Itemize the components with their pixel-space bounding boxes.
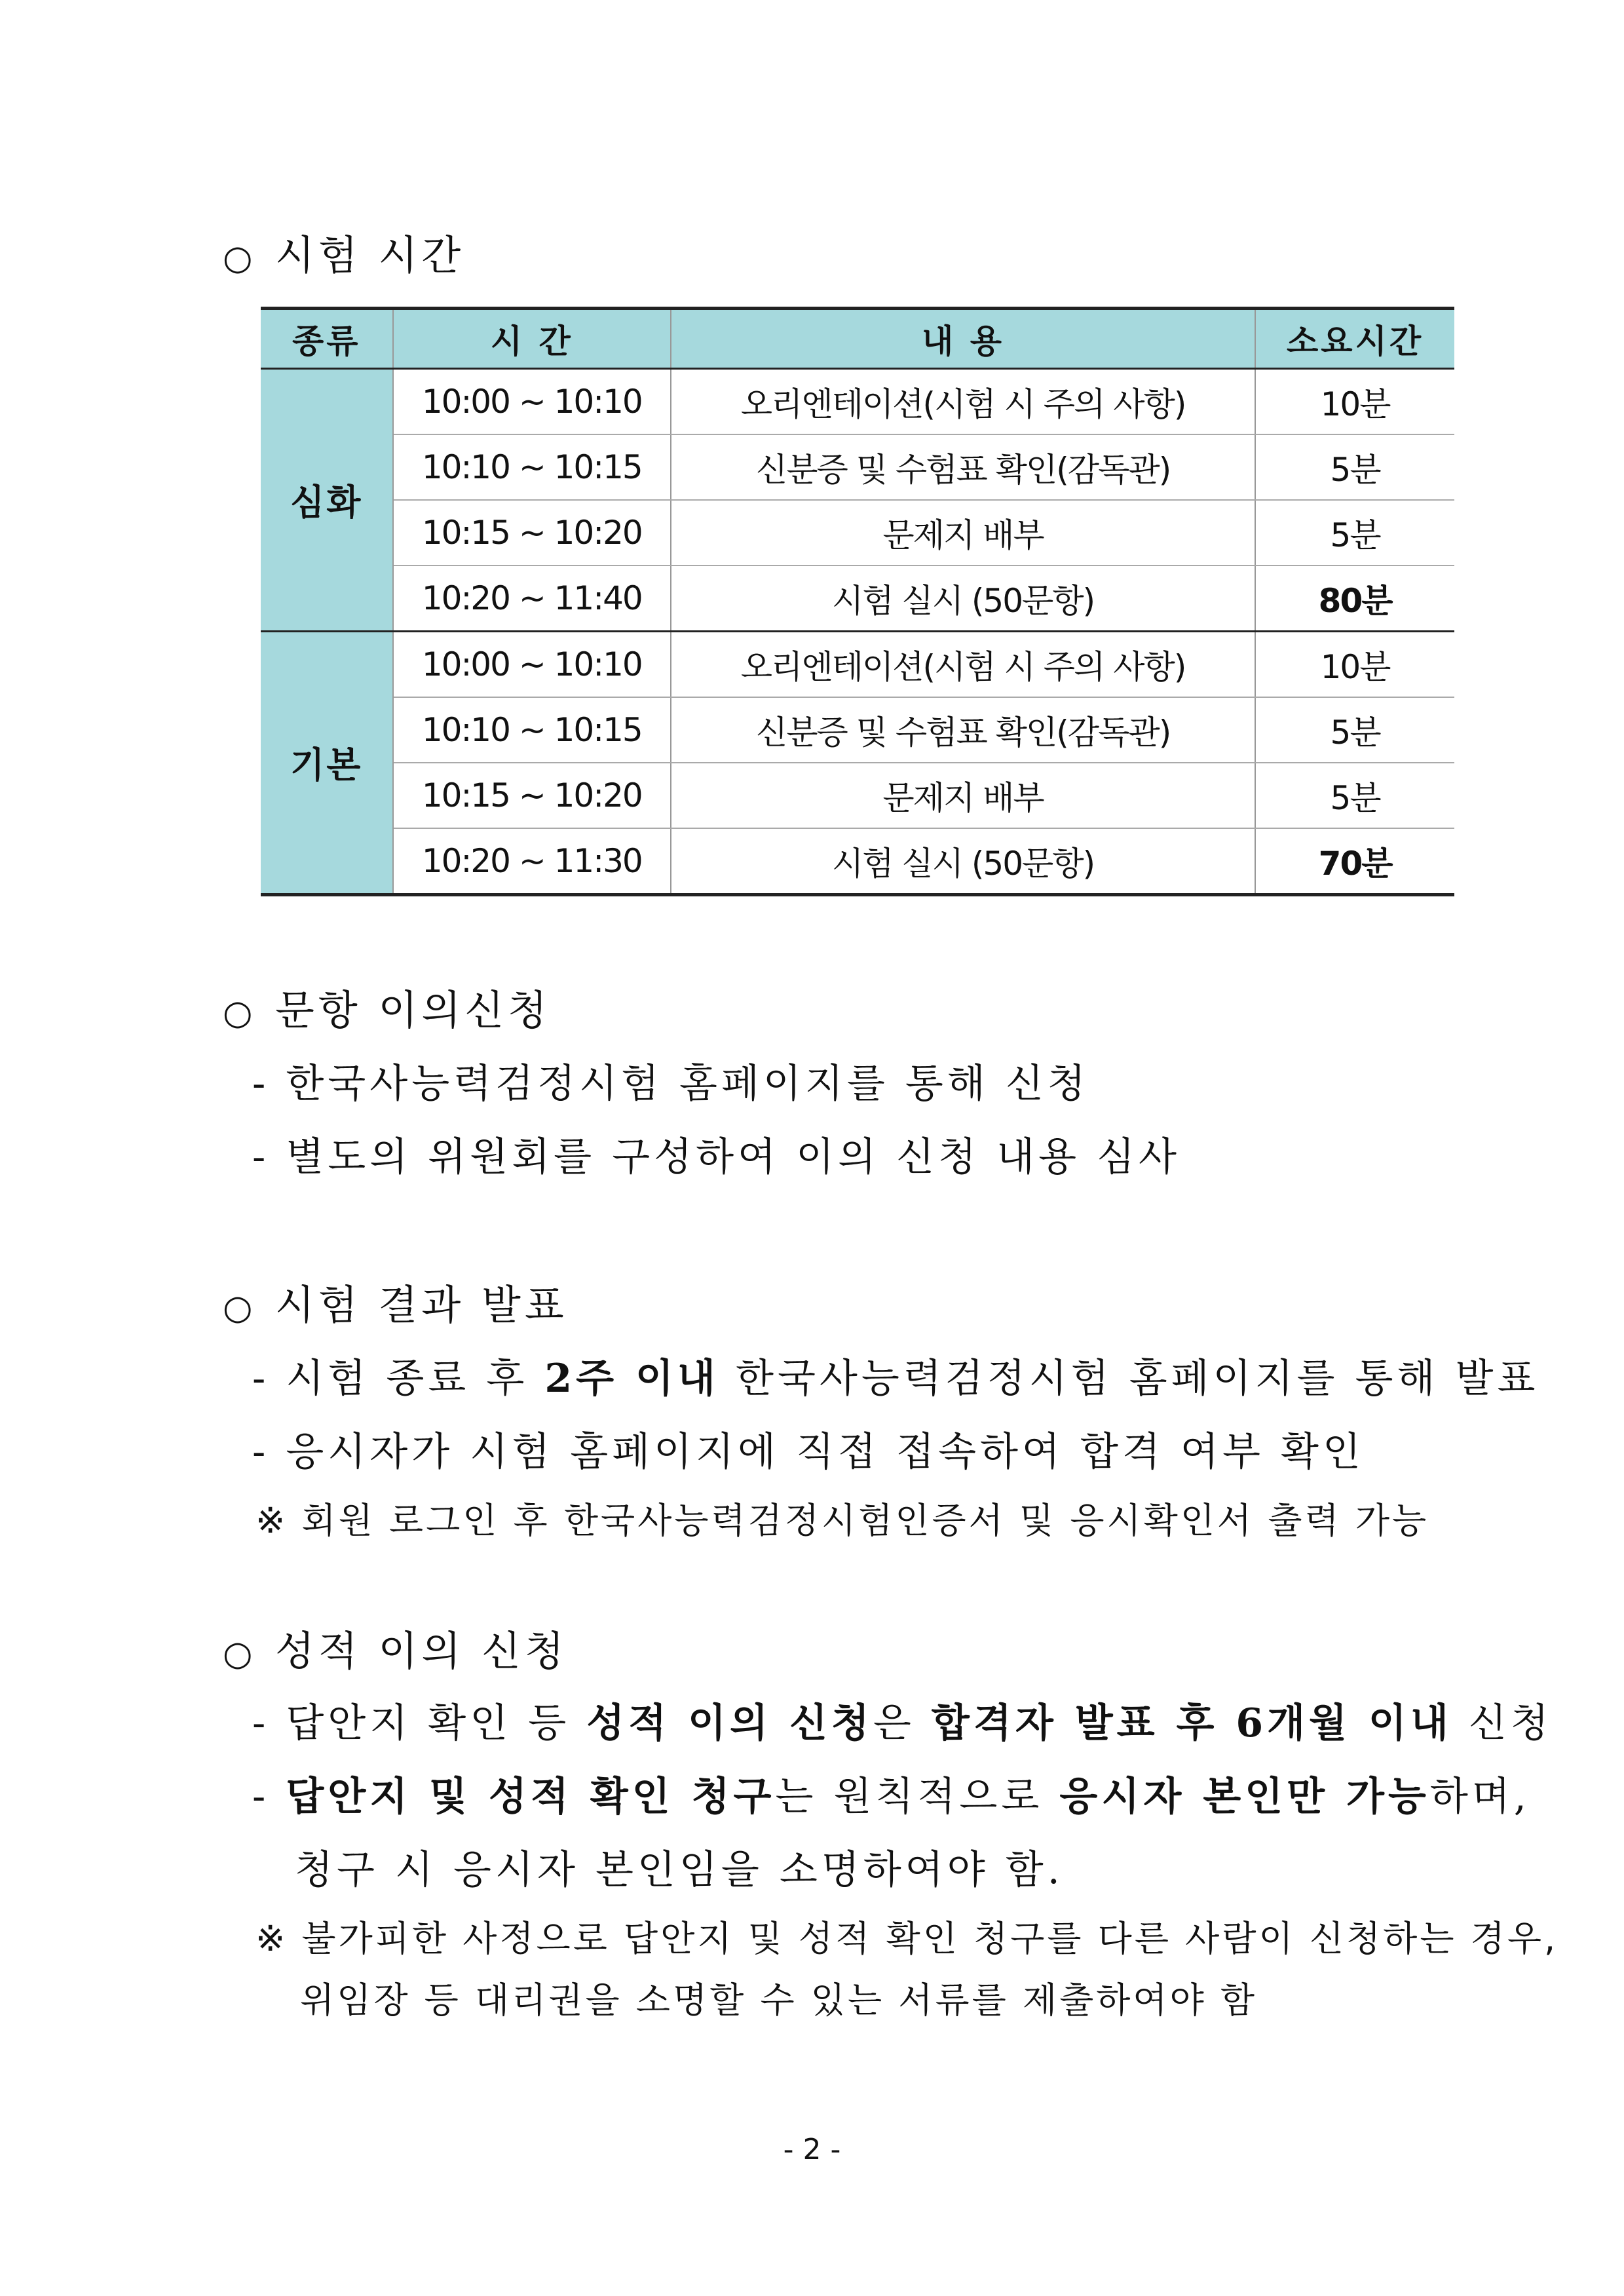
- header-duration: 소요시간: [1255, 309, 1454, 369]
- cell-duration: 5분: [1255, 434, 1454, 500]
- page-number: - 2 -: [783, 2133, 841, 2166]
- cell-duration: 80분: [1255, 565, 1454, 632]
- cell-content: 시험 실시 (50문항): [671, 828, 1255, 895]
- emphasis-text: 답안지 및 성적 확인 청구: [286, 1774, 776, 1820]
- cell-time: 10:00 ~ 10:10: [393, 369, 671, 435]
- category-basic: 기본: [261, 631, 393, 894]
- emphasis-text: 응시자 본인만 가능: [1059, 1774, 1430, 1820]
- cell-time: 10:20 ~ 11:40: [393, 565, 671, 632]
- table-row: [261, 369, 1454, 435]
- list-item: [252, 1347, 1539, 1404]
- cell-content: 문제지 배부: [671, 500, 1255, 565]
- cell-content: 문제지 배부: [671, 763, 1255, 828]
- header-type: 종류: [261, 309, 393, 369]
- text-segment: -: [252, 1774, 286, 1820]
- cell-content: 신분증 및 수험표 확인(감독관): [671, 697, 1255, 763]
- cell-duration: 5분: [1255, 500, 1454, 565]
- cell-time: 10:00 ~ 10:10: [393, 631, 671, 697]
- section-exam-time-title: [223, 223, 464, 281]
- cell-content: 오리엔테이션(시험 시 주의 사항): [671, 631, 1255, 697]
- header-content: 내 용: [671, 309, 1255, 369]
- text-segment: 하며,: [1429, 1774, 1530, 1820]
- section-title: 성적 이의 신청: [275, 1627, 568, 1675]
- section-title: 시험 시간: [275, 231, 465, 279]
- category-advanced: 심화: [261, 369, 393, 632]
- cell-time: 10:10 ~ 10:15: [393, 697, 671, 763]
- cell-time: 10:10 ~ 10:15: [393, 434, 671, 500]
- circle-bullet-icon: ○: [223, 1634, 257, 1674]
- circle-bullet-icon: ○: [223, 239, 257, 278]
- section-question-objection-title: [223, 978, 551, 1036]
- text-segment: - 시험 종료 후: [252, 1356, 545, 1402]
- table-row: [261, 697, 1454, 763]
- table-row: [261, 565, 1454, 632]
- cell-duration: 10분: [1255, 369, 1454, 435]
- list-item: - 한국사능력검정시험 홈페이지를 통해 신청: [252, 1061, 1089, 1107]
- table-row: [261, 631, 1454, 697]
- list-item: - 별도의 위원회를 구성하여 이의 신청 내용 심사: [252, 1134, 1181, 1180]
- cell-duration: 5분: [1255, 697, 1454, 763]
- table-row: [261, 434, 1454, 500]
- table-row: [261, 828, 1454, 895]
- note-text-continuation: 위임장 등 대리권을 소명할 수 있는 서류를 제출하여야 함: [300, 1980, 1258, 2021]
- emphasis-text: 성적 이의 신청: [586, 1700, 873, 1746]
- cell-duration: 10분: [1255, 631, 1454, 697]
- text-segment: 은: [873, 1700, 932, 1746]
- cell-content: 신분증 및 수험표 확인(감독관): [671, 434, 1255, 500]
- emphasis-text: 2주 이내: [544, 1356, 719, 1402]
- text-segment: - 답안지 확인 등: [252, 1700, 587, 1746]
- list-item-continuation: 청구 시 응시자 본인임을 소명하여야 함.: [295, 1847, 1064, 1893]
- cell-duration: 5분: [1255, 763, 1454, 828]
- cell-duration: 70분: [1255, 828, 1454, 895]
- list-item: - 응시자가 시험 홈페이지에 직접 접속하여 합격 여부 확인: [252, 1429, 1365, 1475]
- section-result-announcement-title: [223, 1272, 568, 1331]
- section-title: 문항 이의신청: [275, 986, 552, 1034]
- text-segment: 는 원칙적으로: [775, 1774, 1060, 1820]
- circle-bullet-icon: ○: [223, 993, 257, 1033]
- cell-content: 오리엔테이션(시험 시 주의 사항): [671, 369, 1255, 435]
- emphasis-text: 합격자 발표 후 6개월 이내: [931, 1700, 1452, 1746]
- cell-time: 10:15 ~ 10:20: [393, 763, 671, 828]
- circle-bullet-icon: ○: [223, 1288, 257, 1328]
- header-time: 시 간: [393, 309, 671, 369]
- cell-time: 10:20 ~ 11:30: [393, 828, 671, 895]
- table-header-row: [261, 309, 1454, 369]
- section-score-objection-title: [223, 1618, 568, 1677]
- text-segment: 한국사능력검정시험 홈페이지를 통해 발표: [719, 1356, 1539, 1402]
- cell-time: 10:15 ~ 10:20: [393, 500, 671, 565]
- exam-schedule-table: [261, 307, 1454, 896]
- note-text: ※ 불가피한 사정으로 답안지 및 성적 확인 청구를 다른 사람이 신청하는 경우,: [255, 1918, 1558, 1959]
- list-item: [252, 1692, 1553, 1748]
- note-text: ※ 회원 로그인 후 한국사능력검정시험인증서 및 응시확인서 출력 가능: [255, 1500, 1429, 1541]
- text-segment: 신청: [1452, 1700, 1553, 1746]
- section-title: 시험 결과 발표: [275, 1281, 568, 1329]
- table-row: [261, 500, 1454, 565]
- cell-content: 시험 실시 (50문항): [671, 565, 1255, 632]
- table-row: [261, 763, 1454, 828]
- list-item: [252, 1765, 1530, 1822]
